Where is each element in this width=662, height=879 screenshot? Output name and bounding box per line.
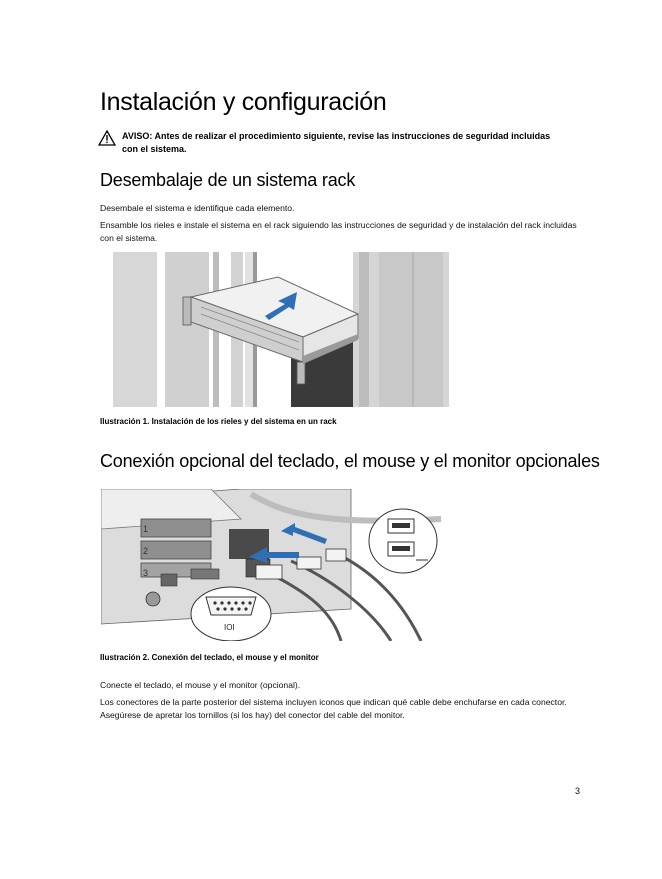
figure-1-caption: Ilustración 1. Instalación de los rieles y del sistema en un rack: [100, 417, 337, 426]
figure-peripheral-connection: [101, 489, 449, 641]
rack-illustration: [113, 252, 449, 407]
section-heading-peripherals: Conexión opcional del teclado, el mouse y el monitor opcionales: [100, 451, 600, 471]
paragraph-connectors: Los conectores de la parte posterior del sistema incluyen iconos que indican qué cable debe enchufarse en cada conector. Asegúrese de apretar los tornillos (si los hay) del conector del cable del monitor.: [100, 697, 567, 720]
warning-notice: [98, 130, 568, 156]
warning-text: AVISO: Antes de realizar el procedimiento siguiente, revise las instrucciones de seguridad incluidas con el sistema.: [122, 131, 551, 154]
paragraph-rails: Ensamble los rieles e instale el sistema en el rack siguiendo las instrucciones de seguridad y de instalación del rack incluidas con el sistema.: [100, 220, 577, 243]
connection-illustration: [101, 489, 449, 641]
page-number: 3: [575, 786, 581, 796]
figure-2-caption: Ilustración 2. Conexión del teclado, el mouse y el monitor: [100, 653, 319, 662]
figure-rack-installation: [113, 252, 449, 407]
slot-number-3: 3: [143, 568, 149, 578]
paragraph-connect: Conecte el teclado, el mouse y el monitor (opcional).: [100, 680, 301, 690]
slot-number-2: 2: [143, 546, 149, 556]
section-heading-unpacking: Desembalaje de un sistema rack: [100, 170, 356, 190]
warning-triangle-icon: [98, 130, 116, 146]
page-title: Instalación y configuración: [100, 88, 387, 116]
slot-number-1: 1: [143, 524, 149, 534]
vga-port-label: IOI: [224, 623, 235, 632]
paragraph-unpack: Desembale el sistema e identifique cada elemento.: [100, 203, 295, 213]
